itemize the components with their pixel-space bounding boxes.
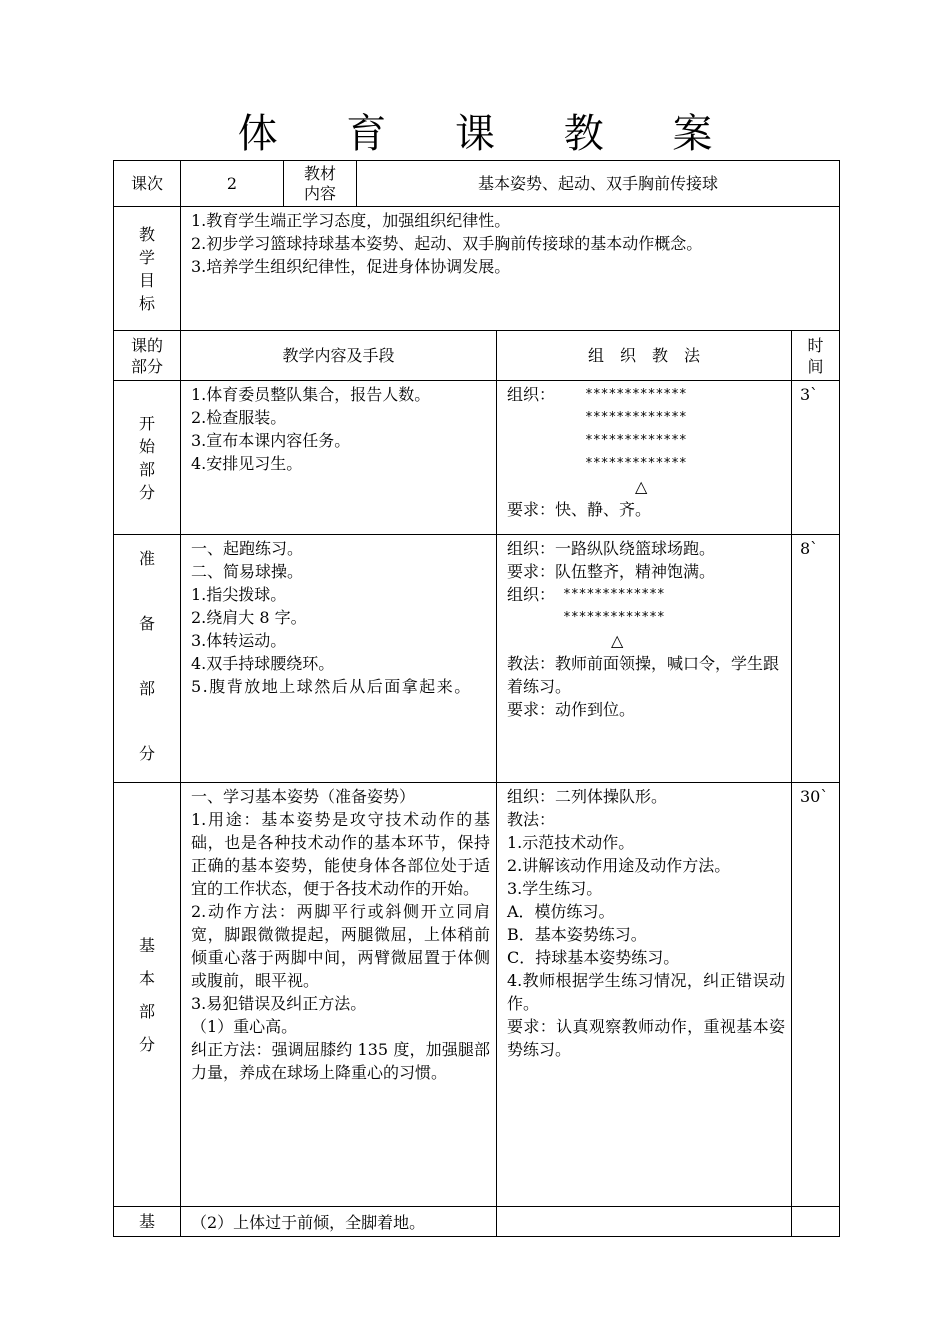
basic-section-method: 组织：二列体操队形。 教法： 1.示范技术动作。 2.讲解该动作用途及动作方法。 3.学生练习。 A．模仿练习。 B．基本姿势练习。 C．持球基本姿势练习。 4.教师根据学生练习情况，纠正错误动作。 要求：认真观察教师动作，重视基本姿势练习。 bbox=[497, 783, 792, 1207]
col-content: 教学内容及手段 bbox=[181, 331, 497, 381]
basic-cont-label: 基 bbox=[114, 1207, 181, 1237]
col-method: 组 织 教 法 bbox=[497, 331, 792, 381]
col-time: 时 间 bbox=[792, 331, 840, 381]
basic-cont-content: （2）上体过于前倾，全脚着地。 bbox=[181, 1207, 497, 1237]
basic-cont-time bbox=[792, 1207, 840, 1237]
teacher-marker: △ bbox=[611, 631, 624, 650]
basic-section-label: 基 本 部 分 bbox=[114, 783, 181, 1207]
material-label: 教材 内容 bbox=[284, 161, 357, 207]
start-section-method: 组织： ************* ************* ************* ************* △ 要求：快、静、齐。 bbox=[497, 381, 792, 535]
basic-section-time: 30` bbox=[792, 783, 840, 1207]
objective-item: 3.培养学生组织纪律性，促进身体协调发展。 bbox=[191, 257, 511, 276]
header-row bbox=[114, 161, 840, 207]
objectives-list bbox=[181, 207, 840, 331]
lesson-no-label: 课次 bbox=[114, 161, 181, 207]
teacher-marker: △ bbox=[635, 477, 648, 496]
prep-section-label: 准 备 部 分 bbox=[114, 535, 181, 783]
objectives-row bbox=[114, 207, 840, 331]
objectives-label: 教 学 目 标 bbox=[114, 207, 181, 331]
lesson-no-value: 2 bbox=[181, 161, 284, 207]
formation-diagram: ************* ************* bbox=[563, 587, 665, 625]
prep-section-content: 一、起跑练习。 二、简易球操。 1.指尖拨球。 2.绕肩大 8 字。 3.体转运动。 4.双手持球腰绕环。 5.腹背放地上球然后从后面拿起来。 bbox=[181, 535, 497, 783]
start-section-row bbox=[114, 381, 840, 535]
basic-cont-method bbox=[497, 1207, 792, 1237]
col-part: 课的 部分 bbox=[114, 331, 181, 381]
start-section-label: 开 始 部 分 bbox=[114, 381, 181, 535]
prep-section-method: 组织：一路纵队绕篮球场跑。 要求：队伍整齐，精神饱满。 组织： ************* ************* △ 教法：教师前面领操，喊口令，学生跟着练习。 要求：动作到位。 bbox=[497, 535, 792, 783]
prep-section-time: 8` bbox=[792, 535, 840, 783]
column-header-row bbox=[114, 331, 840, 381]
basic-cont-row bbox=[114, 1207, 840, 1237]
basic-section-content: 一、学习基本姿势（准备姿势） 1.用途：基本姿势是攻守技术动作的基础，也是各种技术动作的基本环节，保持正确的基本姿势，能使身体各部位处于适宜的工作状态，便于各技术动作的开始。 2.动作方法：两脚平行或斜侧开立同肩宽，脚跟微微提起，两腿微屈，上体稍前倾重心落于两脚中间，两臂微屈置于体侧或腹前，眼平视。 3.易犯错误及纠正方法。 （1）重心高。 纠正方法：强调屈膝约 135 度，加强腿部力量，养成在球场上降重心的习惯。 bbox=[181, 783, 497, 1207]
basic-section-row bbox=[114, 783, 840, 1207]
prep-section-row bbox=[114, 535, 840, 783]
start-section-time: 3` bbox=[792, 381, 840, 535]
material-value: 基本姿势、起动、双手胸前传接球 bbox=[357, 161, 840, 207]
page-title: 体 育 课 教 案 bbox=[237, 111, 741, 157]
objective-item: 1.教育学生端正学习态度，加强组织纪律性。 bbox=[191, 211, 511, 230]
start-section-content: 1.体育委员整队集合，报告人数。 2.检查服装。 3.宣布本课内容任务。 4.安排见习生。 bbox=[181, 381, 497, 535]
objective-item: 2.初步学习篮球持球基本姿势、起动、双手胸前传接球的基本动作概念。 bbox=[191, 234, 703, 253]
formation-diagram: ************* ************* ************* ************* bbox=[585, 387, 687, 471]
lesson-plan-table bbox=[113, 160, 840, 1237]
